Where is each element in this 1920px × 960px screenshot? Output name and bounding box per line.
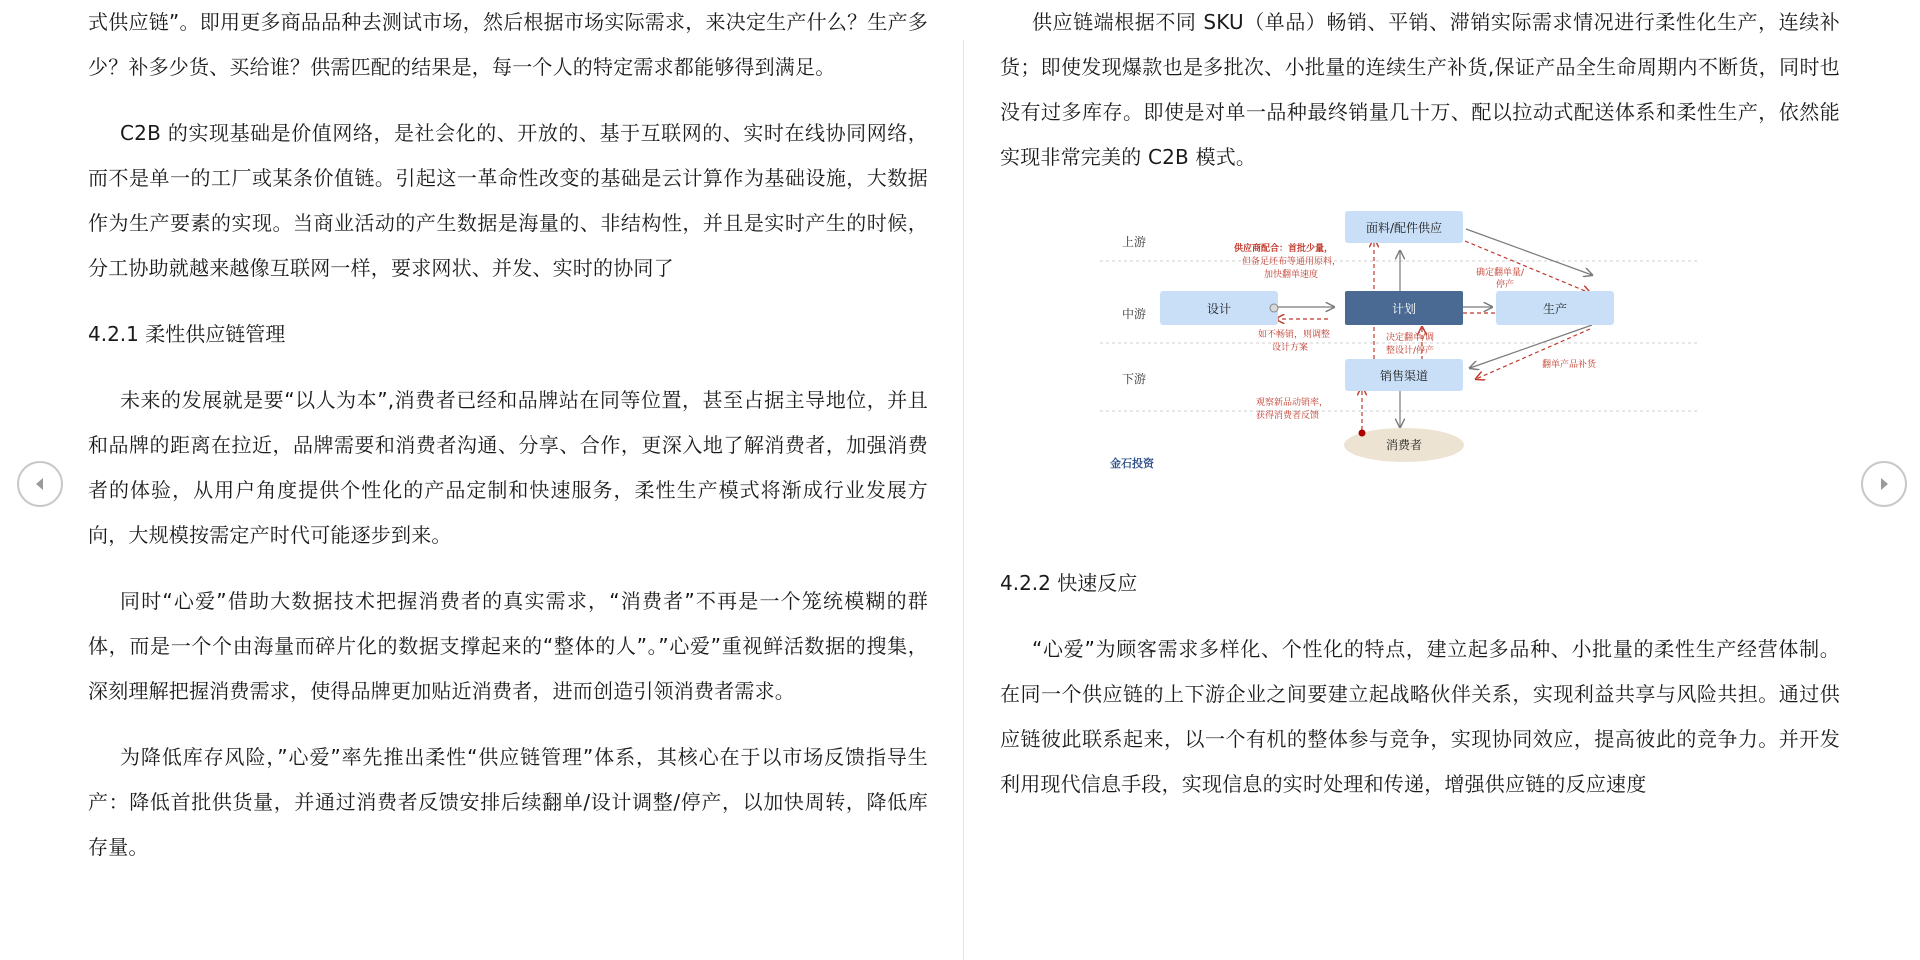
level-label-upstream: 上游 bbox=[1122, 235, 1147, 249]
paragraph: 供应链端根据不同 SKU（单品）畅销、平销、滞销实际需求情况进行柔性化生产，连续补货；即使发现爆款也是多批次、小批量的连续生产补货,保证产品全生命周期内不断货，同时也没有过多库存。即使是对单一品种最终销量几十万、配以拉动式配送体系和柔性生产，依然能实现非常完美的 C2B 模式。 bbox=[1000, 10, 1840, 169]
annotation-observe-1: 观察新品动销率， bbox=[1256, 398, 1329, 408]
paragraph: C2B 的实现基础是价值网络，是社会化的、开放的、基于互联网的、实时在线协同网络，而不是单一的工厂或某条价值链。引起这一革命性改变的基础是云计算作为基础设施，大数据作为生产要素的实现。当商业活动的产生数据是海量的、非结构性，并且是实时产生的时候，分工协助就越来越像互联网一样，要求网状、并发、实时的协同了 bbox=[88, 121, 928, 280]
paragraph: 同时“心爱”借助大数据技术把握消费者的真实需求，“消费者”不再是一个笼统模糊的群体，而是一个个由海量而碎片化的数据支撑起来的“整体的人”。”心爱”重视鲜活数据的搜集，深刻理解把握消费需求，使得品牌更加贴近消费者，进而创造引领消费者需求。 bbox=[88, 589, 928, 703]
node-production-label: 生产 bbox=[1542, 302, 1568, 316]
level-label-downstream: 下游 bbox=[1122, 372, 1147, 386]
arrow-replenish bbox=[1476, 329, 1590, 379]
section-heading: 4.2.2 快速反应 bbox=[1000, 571, 1138, 595]
annotation-reorder-2: 停产 bbox=[1496, 280, 1515, 290]
annotation-decide-1: 决定翻单/调 bbox=[1386, 333, 1435, 343]
paragraph: “心爱”为顾客需求多样化、个性化的特点，建立起多品种、小批量的柔性生产经营体制。在同一个供应链的上下游企业之间要建立起战略伙伴关系，实现利益共享与风险共担。通过供应链彼此联系起来，以一个有机的整体参与竞争，实现协同效应，提高彼此的竞争力。并开发利用现代信息手段，实现信息的实时处理和传递，增强供应链的反应速度 bbox=[1000, 637, 1840, 796]
next-page-button[interactable] bbox=[1861, 461, 1907, 507]
annotation-adjust-2: 设计方案 bbox=[1272, 343, 1309, 353]
annotation-replenish: 翻单产品补货 bbox=[1542, 360, 1597, 370]
annotation-supplier-2: 但备足坯布等通用原料， bbox=[1242, 257, 1342, 267]
annotation-supplier-3: 加快翻单速度 bbox=[1264, 270, 1319, 280]
consumer-feedback-dot bbox=[1359, 430, 1366, 437]
section-heading: 4.2.1 柔性供应链管理 bbox=[88, 322, 286, 346]
node-design-connector bbox=[1270, 304, 1278, 312]
annotation-supplier-1: 供应商配合：首批少量， bbox=[1234, 244, 1334, 254]
annotation-reorder-1: 确定翻单量/ bbox=[1476, 268, 1525, 278]
node-supply-label: 面料/配件供应 bbox=[1365, 221, 1443, 235]
node-consumer-label: 消费者 bbox=[1385, 438, 1423, 452]
paragraph: 未来的发展就是要“以人为本”,消费者已经和品牌站在同等位置，甚至占据主导地位，并且和品牌的距离在拉近，品牌需要和消费者沟通、分享、合作，更深入地了解消费者，加强消费者的体验，从用户角度提供个性化的产品定制和快速服务，柔性生产模式将渐成行业发展方向，大规模按需定产时代可能逐步到来。 bbox=[88, 388, 928, 547]
paragraph: 式供应链”。即用更多商品品种去测试市场，然后根据市场实际需求，来决定生产什么？生产多少？补多少货、买给谁？供需匹配的结果是，每一个人的特定需求都能够得到满足。 bbox=[88, 10, 928, 79]
diagram-svg bbox=[1100, 201, 1720, 470]
node-design-label: 设计 bbox=[1206, 302, 1232, 316]
chevron-right-icon bbox=[1875, 475, 1893, 493]
supply-chain-diagram bbox=[1000, 201, 1840, 501]
annotation-adjust-1: 如不畅销，则调整 bbox=[1258, 330, 1331, 340]
paragraph: 为降低库存风险，”心爱”率先推出柔性“供应链管理”体系，其核心在于以市场反馈指导生产：降低首批供货量，并通过消费者反馈安排后续翻单/设计调整/停产，以加快周转，降低库存量。 bbox=[88, 745, 928, 859]
watermark-logo: 金石投资 bbox=[1110, 457, 1154, 470]
page-divider bbox=[963, 40, 964, 960]
previous-page-button[interactable] bbox=[17, 461, 63, 507]
right-page bbox=[1000, 0, 1840, 828]
chevron-left-icon bbox=[31, 475, 49, 493]
level-label-midstream: 中游 bbox=[1122, 307, 1147, 321]
annotation-decide-2: 整设计/停产 bbox=[1386, 346, 1435, 356]
annotation-observe-2: 获得消费者反馈 bbox=[1256, 411, 1320, 421]
node-plan-label: 计划 bbox=[1391, 302, 1417, 316]
node-channel-label: 销售渠道 bbox=[1379, 369, 1429, 383]
left-page bbox=[88, 0, 928, 891]
